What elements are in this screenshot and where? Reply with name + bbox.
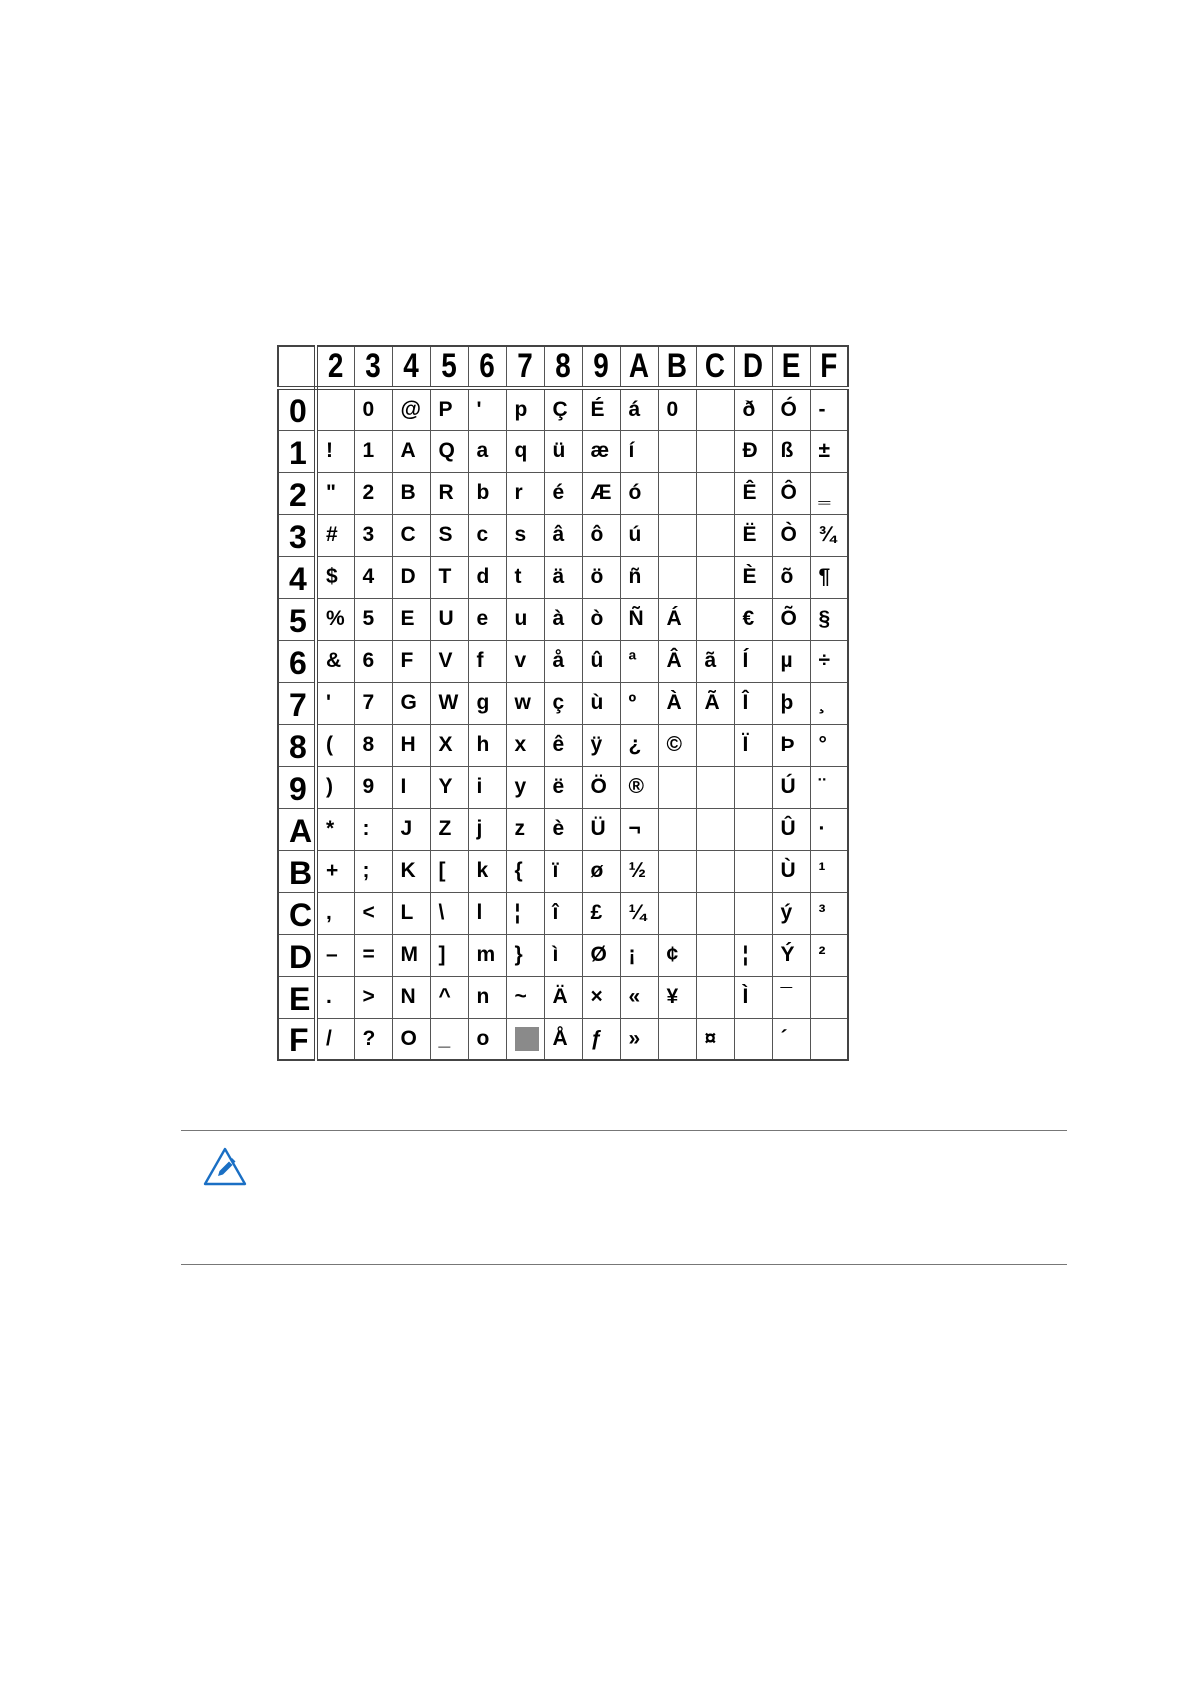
char-cell-0F: -	[810, 388, 848, 430]
char-cell-DD: ¦	[734, 934, 772, 976]
char-cell-39: ô	[582, 514, 620, 556]
column-header-9: 9	[585, 346, 616, 388]
table-row	[278, 1018, 848, 1060]
char-cell-12: !	[316, 430, 354, 472]
char-cell-1E: ß	[772, 430, 810, 472]
char-cell-E5: ^	[430, 976, 468, 1018]
char-cell-95: Y	[430, 766, 468, 808]
table-row	[278, 850, 848, 892]
char-cell-B8: ï	[544, 850, 582, 892]
table-row	[278, 766, 848, 808]
column-header-4: 4	[395, 346, 426, 388]
char-cell-D3: =	[354, 934, 392, 976]
char-cell-7A: º	[620, 682, 658, 724]
row-header-7: 7	[278, 682, 316, 724]
char-cell-AD	[734, 808, 772, 850]
char-cell-05: P	[430, 388, 468, 430]
char-cell-93: 9	[354, 766, 392, 808]
table-row	[278, 976, 848, 1018]
char-cell-A9: Ü	[582, 808, 620, 850]
char-cell-22: "	[316, 472, 354, 514]
char-cell-59: ò	[582, 598, 620, 640]
char-cell-08: Ç	[544, 388, 582, 430]
row-header-8: 8	[278, 724, 316, 766]
char-cell-38: â	[544, 514, 582, 556]
char-cell-5C	[696, 598, 734, 640]
char-cell-9B	[658, 766, 696, 808]
char-cell-18: ü	[544, 430, 582, 472]
char-cell-79: ù	[582, 682, 620, 724]
column-header-D: D	[737, 346, 768, 388]
char-cell-8B: ©	[658, 724, 696, 766]
table-row	[278, 808, 848, 850]
char-cell-73: 7	[354, 682, 392, 724]
char-cell-68: å	[544, 640, 582, 682]
char-cell-96: i	[468, 766, 506, 808]
char-cell-5A: Ñ	[620, 598, 658, 640]
char-cell-48: ä	[544, 556, 582, 598]
row-header-D: D	[278, 934, 316, 976]
char-cell-35: S	[430, 514, 468, 556]
char-cell-02	[316, 388, 354, 430]
char-cell-52: %	[316, 598, 354, 640]
char-cell-E2: .	[316, 976, 354, 1018]
char-cell-13: 1	[354, 430, 392, 472]
char-cell-85: X	[430, 724, 468, 766]
char-cell-77: w	[506, 682, 544, 724]
char-cell-5F: §	[810, 598, 848, 640]
char-cell-4F: ¶	[810, 556, 848, 598]
char-cell-9C	[696, 766, 734, 808]
row-header-4: 4	[278, 556, 316, 598]
row-header-1: 1	[278, 430, 316, 472]
row-header-0: 0	[278, 388, 316, 430]
char-cell-9E: Ú	[772, 766, 810, 808]
char-cell-4B	[658, 556, 696, 598]
char-cell-72: '	[316, 682, 354, 724]
char-cell-D4: M	[392, 934, 430, 976]
char-cell-C3: <	[354, 892, 392, 934]
char-cell-AB	[658, 808, 696, 850]
char-cell-F9: ƒ	[582, 1018, 620, 1060]
char-cell-FD	[734, 1018, 772, 1060]
char-cell-ED: Ì	[734, 976, 772, 1018]
char-cell-69: û	[582, 640, 620, 682]
char-cell-94: I	[392, 766, 430, 808]
char-cell-32: #	[316, 514, 354, 556]
table-corner	[278, 346, 316, 388]
column-header-C: C	[699, 346, 730, 388]
char-cell-2D: Ê	[734, 472, 772, 514]
char-cell-04: @	[392, 388, 430, 430]
char-cell-AF: ·	[810, 808, 848, 850]
column-header-5: 5	[433, 346, 464, 388]
char-cell-C9: £	[582, 892, 620, 934]
char-cell-B7: {	[506, 850, 544, 892]
char-cell-34: C	[392, 514, 430, 556]
char-cell-AE: Û	[772, 808, 810, 850]
char-cell-6E: µ	[772, 640, 810, 682]
char-cell-55: U	[430, 598, 468, 640]
char-cell-7B: À	[658, 682, 696, 724]
char-cell-A6: j	[468, 808, 506, 850]
char-cell-53: 5	[354, 598, 392, 640]
column-header-F: F	[813, 346, 844, 388]
char-cell-1F: ±	[810, 430, 848, 472]
char-cell-FE: ´	[772, 1018, 810, 1060]
char-cell-97: y	[506, 766, 544, 808]
char-cell-BF: ¹	[810, 850, 848, 892]
char-cell-84: H	[392, 724, 430, 766]
table-body	[278, 388, 848, 1060]
char-cell-37: s	[506, 514, 544, 556]
char-cell-F6: o	[468, 1018, 506, 1060]
char-cell-27: r	[506, 472, 544, 514]
char-cell-A4: J	[392, 808, 430, 850]
char-cell-14: A	[392, 430, 430, 472]
char-cell-0D: ð	[734, 388, 772, 430]
char-cell-58: à	[544, 598, 582, 640]
char-cell-99: Ö	[582, 766, 620, 808]
char-cell-BE: Ù	[772, 850, 810, 892]
char-cell-36: c	[468, 514, 506, 556]
char-cell-6C: ã	[696, 640, 734, 682]
column-header-E: E	[775, 346, 806, 388]
column-header-B: B	[661, 346, 692, 388]
char-cell-CE: ý	[772, 892, 810, 934]
char-cell-0B: 0	[658, 388, 696, 430]
char-cell-FF	[810, 1018, 848, 1060]
row-header-3: 3	[278, 514, 316, 556]
char-cell-33: 3	[354, 514, 392, 556]
char-cell-25: R	[430, 472, 468, 514]
row-header-5: 5	[278, 598, 316, 640]
char-cell-EC	[696, 976, 734, 1018]
char-cell-4E: õ	[772, 556, 810, 598]
char-cell-4C	[696, 556, 734, 598]
char-cell-88: ê	[544, 724, 582, 766]
row-header-6: 6	[278, 640, 316, 682]
char-cell-F4: O	[392, 1018, 430, 1060]
table-row	[278, 514, 848, 556]
char-cell-2B	[658, 472, 696, 514]
char-cell-6A: ª	[620, 640, 658, 682]
char-cell-75: W	[430, 682, 468, 724]
char-cell-F2: /	[316, 1018, 354, 1060]
char-cell-57: u	[506, 598, 544, 640]
char-cell-1A: í	[620, 430, 658, 472]
char-cell-B6: k	[468, 850, 506, 892]
char-cell-17: q	[506, 430, 544, 472]
char-cell-FC: ¤	[696, 1018, 734, 1060]
table-row	[278, 682, 848, 724]
char-cell-44: D	[392, 556, 430, 598]
char-cell-03: 0	[354, 388, 392, 430]
table-row	[278, 430, 848, 472]
char-cell-E9: ×	[582, 976, 620, 1018]
char-cell-E6: n	[468, 976, 506, 1018]
column-header-3: 3	[357, 346, 388, 388]
column-header-6: 6	[471, 346, 502, 388]
char-cell-54: E	[392, 598, 430, 640]
row-header-A: A	[278, 808, 316, 850]
char-cell-26: b	[468, 472, 506, 514]
char-cell-BD	[734, 850, 772, 892]
char-cell-5E: Õ	[772, 598, 810, 640]
char-cell-F8: Å	[544, 1018, 582, 1060]
char-cell-47: t	[506, 556, 544, 598]
char-cell-42: $	[316, 556, 354, 598]
char-cell-C4: L	[392, 892, 430, 934]
char-cell-D2: –	[316, 934, 354, 976]
char-cell-16: a	[468, 430, 506, 472]
char-cell-DE: Ý	[772, 934, 810, 976]
char-cell-BB	[658, 850, 696, 892]
char-cell-86: h	[468, 724, 506, 766]
char-cell-BA: ½	[620, 850, 658, 892]
column-header-7: 7	[509, 346, 540, 388]
char-cell-3E: Ò	[772, 514, 810, 556]
char-cell-28: é	[544, 472, 582, 514]
row-header-F: F	[278, 1018, 316, 1060]
char-cell-64: F	[392, 640, 430, 682]
char-cell-92: )	[316, 766, 354, 808]
char-cell-76: g	[468, 682, 506, 724]
char-cell-C2: ,	[316, 892, 354, 934]
table-row	[278, 388, 848, 430]
char-cell-9A: ®	[620, 766, 658, 808]
char-cell-45: T	[430, 556, 468, 598]
char-cell-3C	[696, 514, 734, 556]
char-cell-A3: :	[354, 808, 392, 850]
char-cell-C5: \	[430, 892, 468, 934]
char-cell-B9: ø	[582, 850, 620, 892]
char-cell-6B: Â	[658, 640, 696, 682]
table-row	[278, 934, 848, 976]
char-cell-74: G	[392, 682, 430, 724]
char-cell-B3: ;	[354, 850, 392, 892]
char-cell-C8: î	[544, 892, 582, 934]
char-cell-09: É	[582, 388, 620, 430]
char-cell-4D: È	[734, 556, 772, 598]
char-cell-DC	[696, 934, 734, 976]
table-row	[278, 598, 848, 640]
char-cell-4A: ñ	[620, 556, 658, 598]
char-cell-29: Æ	[582, 472, 620, 514]
char-cell-89: ÿ	[582, 724, 620, 766]
char-cell-67: v	[506, 640, 544, 682]
table-row	[278, 724, 848, 766]
char-cell-8A: ¿	[620, 724, 658, 766]
char-cell-D8: ì	[544, 934, 582, 976]
char-cell-B5: [	[430, 850, 468, 892]
char-cell-62: &	[316, 640, 354, 682]
char-cell-87: x	[506, 724, 544, 766]
char-cell-7D: Î	[734, 682, 772, 724]
char-cell-5B: Á	[658, 598, 696, 640]
char-cell-F5: _	[430, 1018, 468, 1060]
char-cell-1D: Đ	[734, 430, 772, 472]
note-top-rule	[181, 1130, 1067, 1131]
char-cell-63: 6	[354, 640, 392, 682]
char-cell-6F: ÷	[810, 640, 848, 682]
char-cell-DA: ¡	[620, 934, 658, 976]
row-header-9: 9	[278, 766, 316, 808]
char-cell-B2: +	[316, 850, 354, 892]
char-cell-C7: ¦	[506, 892, 544, 934]
char-cell-66: f	[468, 640, 506, 682]
char-cell-19: æ	[582, 430, 620, 472]
char-cell-1B	[658, 430, 696, 472]
char-cell-82: (	[316, 724, 354, 766]
char-cell-A7: z	[506, 808, 544, 850]
table-row	[278, 892, 848, 934]
char-cell-3F: ¾	[810, 514, 848, 556]
pencil-note-icon	[203, 1147, 247, 1187]
char-cell-CC	[696, 892, 734, 934]
char-cell-FA: »	[620, 1018, 658, 1060]
char-cell-8F: °	[810, 724, 848, 766]
column-header-2: 2	[319, 346, 350, 388]
char-cell-D6: m	[468, 934, 506, 976]
char-cell-EF	[810, 976, 848, 1018]
char-cell-A2: *	[316, 808, 354, 850]
char-cell-A5: Z	[430, 808, 468, 850]
char-cell-7C: Ã	[696, 682, 734, 724]
char-cell-B4: K	[392, 850, 430, 892]
row-header-E: E	[278, 976, 316, 1018]
char-cell-DB: ¢	[658, 934, 696, 976]
char-cell-E7: ~	[506, 976, 544, 1018]
row-header-C: C	[278, 892, 316, 934]
char-cell-1C	[696, 430, 734, 472]
char-cell-CA: ¼	[620, 892, 658, 934]
char-cell-EB: ¥	[658, 976, 696, 1018]
char-cell-2C	[696, 472, 734, 514]
char-cell-49: ö	[582, 556, 620, 598]
char-cell-06: '	[468, 388, 506, 430]
column-header-8: 8	[547, 346, 578, 388]
char-cell-2E: Ô	[772, 472, 810, 514]
char-cell-0C	[696, 388, 734, 430]
char-cell-3D: Ë	[734, 514, 772, 556]
char-cell-65: V	[430, 640, 468, 682]
char-cell-3A: ú	[620, 514, 658, 556]
table-row	[278, 556, 848, 598]
char-cell-AA: ¬	[620, 808, 658, 850]
char-cell-D5: ]	[430, 934, 468, 976]
char-cell-BC	[696, 850, 734, 892]
char-cell-CD	[734, 892, 772, 934]
char-cell-56: e	[468, 598, 506, 640]
char-cell-7F: ¸	[810, 682, 848, 724]
char-cell-46: d	[468, 556, 506, 598]
char-cell-07: p	[506, 388, 544, 430]
char-cell-3B	[658, 514, 696, 556]
note-bottom-rule	[181, 1264, 1067, 1265]
column-header-A: A	[623, 346, 654, 388]
char-cell-2F: ‗	[810, 472, 848, 514]
char-cell-2A: ó	[620, 472, 658, 514]
char-cell-8E: Þ	[772, 724, 810, 766]
char-cell-CB	[658, 892, 696, 934]
char-cell-E8: Ä	[544, 976, 582, 1018]
char-cell-A8: è	[544, 808, 582, 850]
table-row	[278, 472, 848, 514]
char-cell-78: ç	[544, 682, 582, 724]
char-cell-E4: N	[392, 976, 430, 1018]
char-cell-83: 8	[354, 724, 392, 766]
char-cell-15: Q	[430, 430, 468, 472]
char-cell-9D	[734, 766, 772, 808]
row-header-B: B	[278, 850, 316, 892]
char-cell-0E: Ó	[772, 388, 810, 430]
table-row	[278, 640, 848, 682]
char-cell-43: 4	[354, 556, 392, 598]
column-header-row	[278, 346, 848, 388]
block-glyph	[515, 1027, 539, 1051]
char-cell-E3: >	[354, 976, 392, 1018]
char-cell-DF: ²	[810, 934, 848, 976]
char-cell-6D: Í	[734, 640, 772, 682]
char-cell-D7: }	[506, 934, 544, 976]
char-cell-7E: þ	[772, 682, 810, 724]
char-cell-98: ë	[544, 766, 582, 808]
char-cell-C6: l	[468, 892, 506, 934]
char-cell-24: B	[392, 472, 430, 514]
char-cell-EA: «	[620, 976, 658, 1018]
char-cell-FB	[658, 1018, 696, 1060]
block-glyph-cell	[506, 1018, 544, 1060]
char-cell-D9: Ø	[582, 934, 620, 976]
char-cell-23: 2	[354, 472, 392, 514]
char-cell-8D: Ï	[734, 724, 772, 766]
character-code-table	[277, 345, 849, 1061]
char-cell-0A: á	[620, 388, 658, 430]
char-cell-F3: ?	[354, 1018, 392, 1060]
char-cell-9F: ¨	[810, 766, 848, 808]
char-cell-AC	[696, 808, 734, 850]
char-cell-CF: ³	[810, 892, 848, 934]
char-cell-8C	[696, 724, 734, 766]
row-header-2: 2	[278, 472, 316, 514]
char-cell-5D: €	[734, 598, 772, 640]
char-cell-EE: ¯	[772, 976, 810, 1018]
